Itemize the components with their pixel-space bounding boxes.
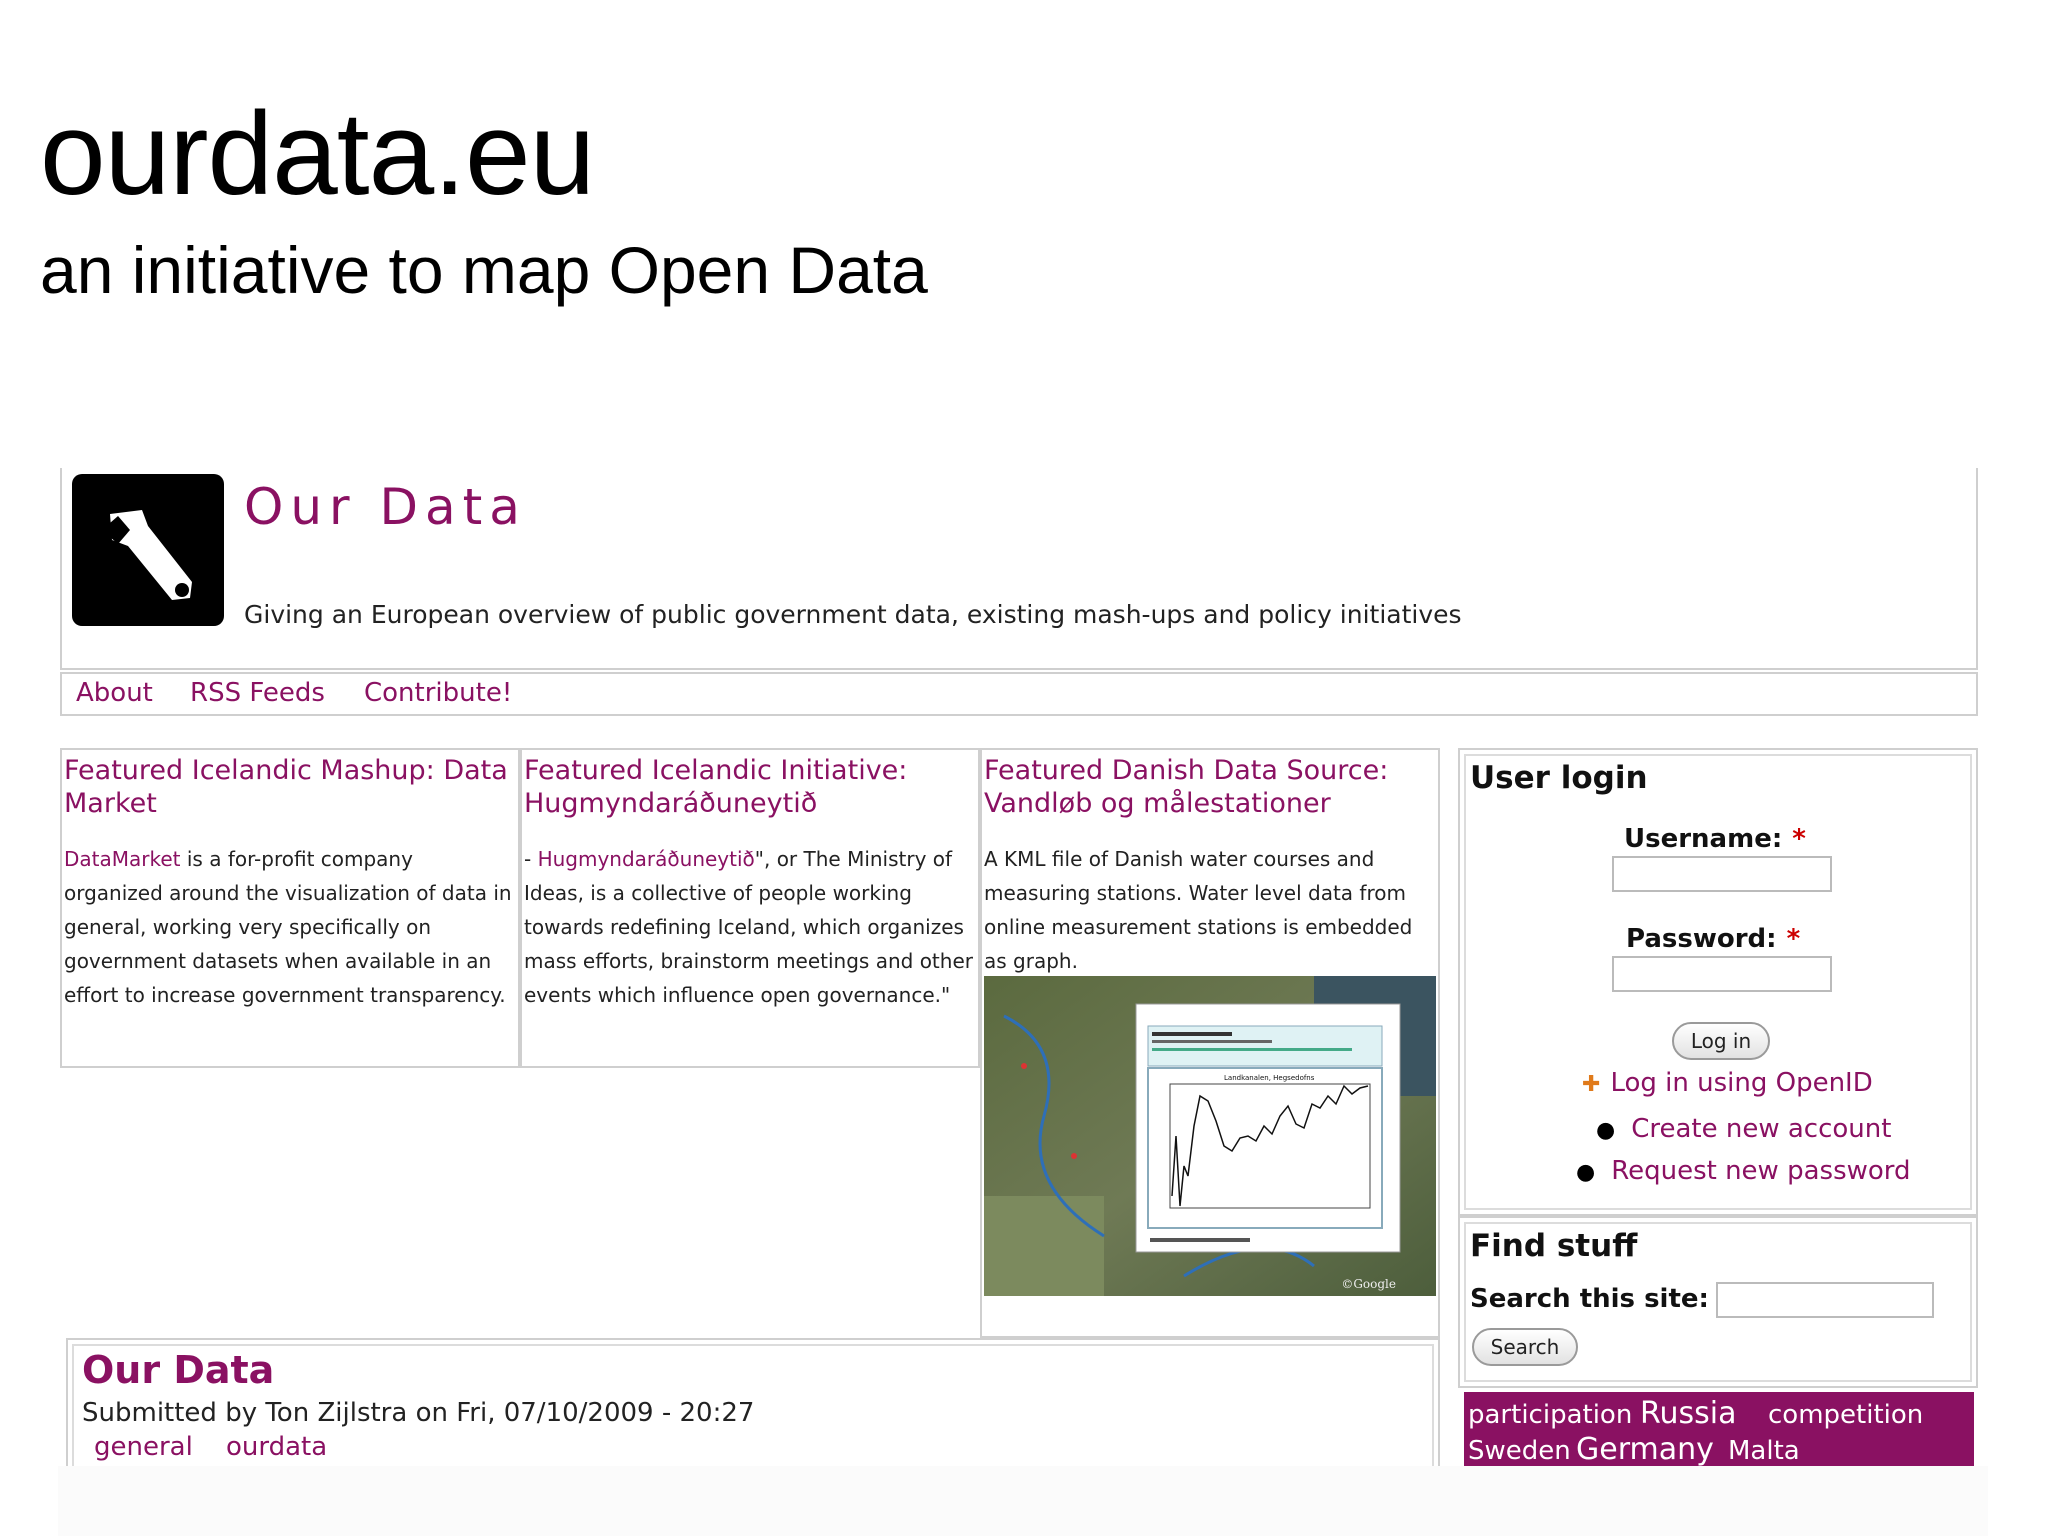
tag-sweden[interactable]: Sweden: [1468, 1436, 1571, 1466]
node-term-ourdata[interactable]: ourdata: [226, 1432, 328, 1462]
password-input[interactable]: [1612, 956, 1832, 992]
featured-mashup-body: is a for-profit company organized around the visualization of data in general, working very specifically on government datasets when available in an effort to increase government transparency.: [64, 847, 512, 1007]
request-password-item: [1576, 1156, 1911, 1186]
nav-about[interactable]: About: [76, 678, 153, 708]
site-name[interactable]: Our Data: [244, 478, 527, 536]
site-slogan: Giving an European overview of public government data, existing mash-ups and policy initiatives: [244, 600, 1462, 629]
tag-malta[interactable]: Malta: [1728, 1436, 1800, 1466]
username-input[interactable]: [1612, 856, 1832, 892]
node-submitted: Submitted by Ton Zijlstra on Fri, 07/10/2009 - 20:27: [82, 1398, 755, 1428]
slide-subtitle: an initiative to map Open Data: [40, 233, 928, 307]
featured-data-source-title[interactable]: Featured Danish Data Source: Vandløb og målestationer: [984, 755, 1389, 819]
password-required-mark: *: [1786, 924, 1801, 954]
kml-map-screenshot[interactable]: [984, 976, 1436, 1296]
site-header: [60, 468, 1978, 670]
request-password-link[interactable]: Request new password: [1611, 1156, 1911, 1186]
search-inner: [1464, 1222, 1972, 1382]
tag-russia[interactable]: Russia: [1640, 1396, 1737, 1431]
tag-participation[interactable]: participation: [1468, 1400, 1633, 1430]
search-block: [1458, 1216, 1978, 1388]
node-title[interactable]: Our Data: [82, 1348, 275, 1392]
featured-mashup-title[interactable]: Featured Icelandic Mashup: Data Market: [64, 755, 508, 819]
nav-rss-feeds[interactable]: RSS Feeds: [190, 678, 325, 708]
hugmyndaraduneytid-link[interactable]: Hugmyndaráðuneytið: [537, 847, 755, 871]
bullet-icon: ●: [1596, 1118, 1616, 1143]
password-label: [1626, 924, 1800, 954]
openid-row: [1582, 1068, 1873, 1098]
primary-nav: [60, 672, 1978, 716]
user-login-title: User login: [1470, 760, 1648, 796]
search-input[interactable]: [1716, 1282, 1934, 1318]
featured-data-source-body: A KML file of Danish water courses and measuring stations. Water level data from online measurement stations is embedded as graph.: [984, 847, 1413, 973]
wrench-logo-icon[interactable]: [72, 474, 224, 626]
password-label-text: Password:: [1626, 924, 1777, 954]
create-account-item: [1596, 1114, 1891, 1144]
bullet-icon: ●: [1576, 1160, 1596, 1185]
featured-initiative-title[interactable]: Featured Icelandic Initiative: Hugmyndaráðuneytið: [524, 755, 908, 819]
nav-contribute[interactable]: Contribute!: [364, 678, 513, 708]
create-account-link[interactable]: Create new account: [1631, 1114, 1892, 1144]
openid-icon: ✚: [1582, 1072, 1601, 1097]
login-button[interactable]: Log in: [1672, 1022, 1770, 1060]
node-inner: [72, 1344, 1434, 1466]
openid-login-link[interactable]: Log in using OpenID: [1610, 1068, 1873, 1098]
slide-title: ourdata.eu: [40, 88, 595, 220]
featured-initiative-block: [520, 748, 980, 1068]
username-label-text: Username:: [1624, 824, 1783, 854]
username-label: [1624, 824, 1806, 854]
website-screenshot: [58, 468, 1988, 1466]
featured-initiative-prefix: -: [524, 847, 538, 871]
tag-cloud: [1464, 1392, 1974, 1466]
featured-mashup-text: [64, 842, 518, 1012]
screenshot-fade: [58, 1466, 1988, 1536]
search-label: Search this site:: [1470, 1284, 1709, 1314]
node-teaser: [66, 1338, 1440, 1466]
featured-initiative-body: ", or The Ministry of Ideas, is a collective of people working towards redefining Iceland, which organizes mass efforts, brainstorm meetings and other events which influence open governance.": [524, 847, 973, 1007]
node-term-general[interactable]: general: [94, 1432, 193, 1462]
tag-competition[interactable]: competition: [1768, 1400, 1924, 1430]
featured-mashup-block: [60, 748, 520, 1068]
map-watermark: ©Google: [1341, 1277, 1396, 1291]
user-login-inner: [1464, 754, 1972, 1210]
featured-data-source-block: [980, 748, 1440, 1338]
datamarket-link[interactable]: DataMarket: [64, 847, 181, 871]
map-graph-caption: Landkanalen, Hegsedofns: [1224, 1074, 1315, 1082]
search-title: Find stuff: [1470, 1228, 1638, 1264]
username-required-mark: *: [1792, 824, 1806, 854]
search-button[interactable]: Search: [1472, 1328, 1578, 1366]
featured-initiative-text: [524, 842, 978, 1012]
tag-germany[interactable]: Germany: [1576, 1432, 1714, 1466]
user-login-block: [1458, 748, 1978, 1216]
